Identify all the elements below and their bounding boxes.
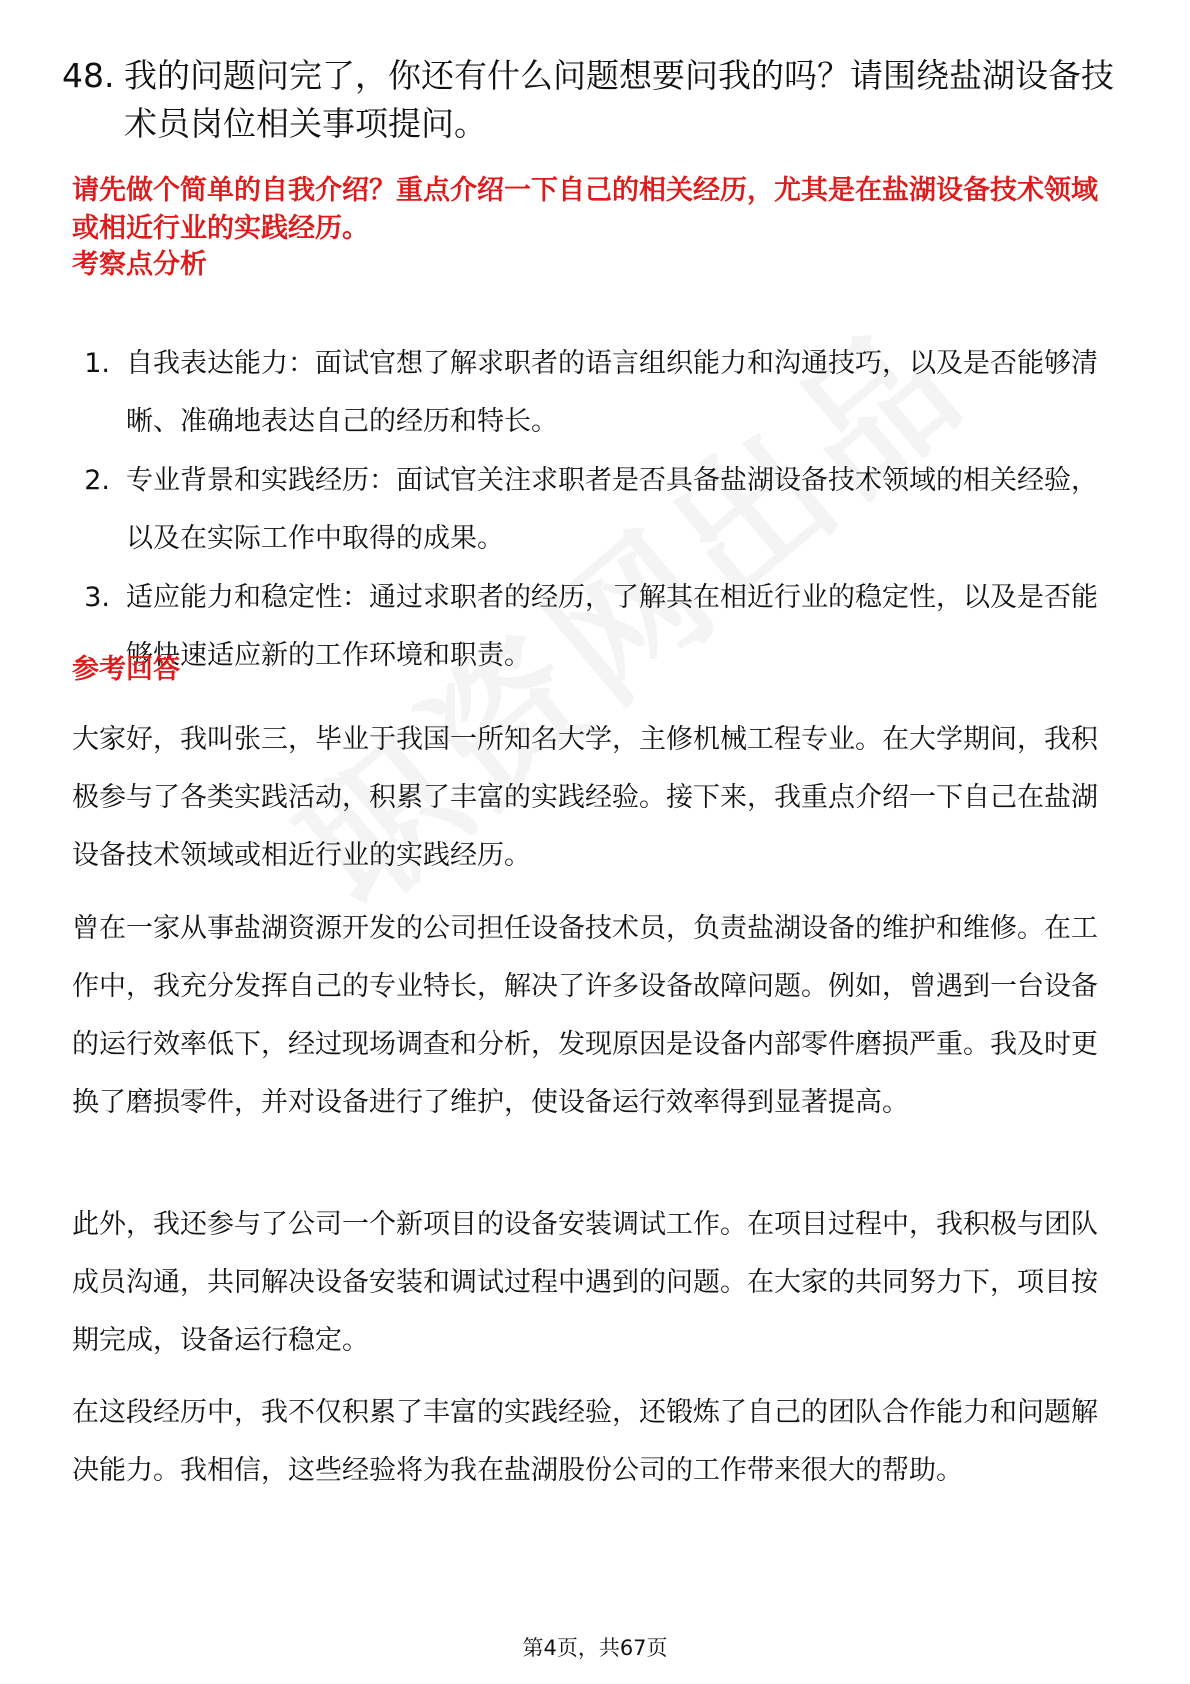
analysis-item xyxy=(72,335,1122,451)
analysis-item-number: 3. xyxy=(84,582,110,613)
interview-question: 请先做个简单的自我介绍？重点介绍一下自己的相关经历，尤其是在盐湖设备技术领域或相近行业的实践经历。 xyxy=(72,175,1098,244)
answer-paragraph: 大家好，我叫张三，毕业于我国一所知名大学，主修机械工程专业。在大学期间，我积极参与了各类实践活动，积累了丰富的实践经验。接下来，我重点介绍一下自己在盐湖设备技术领域或相近行业的实践经历。 xyxy=(72,724,1098,871)
reference-heading: 参考回答 xyxy=(72,654,180,685)
answer-paragraph: 曾在一家从事盐湖资源开发的公司担任设备技术员，负责盐湖设备的维护和维修。在工作中，我充分发挥自己的专业特长，解决了许多设备故障问题。例如，曾遇到一台设备的运行效率低下，经过现场调查和分析，发现原因是设备内部零件磨损严重。我及时更换了磨损零件，并对设备进行了维护，使设备运行效率得到显著提高。 xyxy=(72,913,1098,1118)
answer-paragraph: 此外，我还参与了公司一个新项目的设备安装调试工作。在项目过程中，我积极与团队成员沟通，共同解决设备安装和调试过程中遇到的问题。在大家的共同努力下，项目按期完成，设备运行稳定。 xyxy=(72,1209,1098,1356)
analysis-heading: 考察点分析 xyxy=(72,249,207,280)
analysis-item xyxy=(72,569,1122,685)
analysis-item-number: 2. xyxy=(84,465,110,496)
question-title xyxy=(62,52,1122,148)
page-number: 第4页，共67页 xyxy=(522,1636,668,1660)
analysis-item-text: 专业背景和实践经历：面试官关注求职者是否具备盐湖设备技术领域的相关经验，以及在实际工作中取得的成果。 xyxy=(126,465,1098,554)
analysis-item-text: 适应能力和稳定性：通过求职者的经历，了解其在相近行业的稳定性，以及是否能够快速适应新的工作环境和职责。 xyxy=(126,582,1098,671)
analysis-item-text: 自我表达能力：面试官想了解求职者的语言组织能力和沟通技巧，以及是否能够清晰、准确地表达自己的经历和特长。 xyxy=(126,348,1098,437)
question-number: 48. xyxy=(62,56,115,95)
analysis-item xyxy=(72,452,1122,568)
analysis-item-number: 1. xyxy=(84,348,110,379)
analysis-list xyxy=(72,335,1122,686)
question-text: 我的问题问完了，你还有什么问题想要问我的吗？请围绕盐湖设备技术员岗位相关事项提问。 xyxy=(124,56,1114,143)
answer-paragraph: 在这段经历中，我不仅积累了丰富的实践经验，还锻炼了自己的团队合作能力和问题解决能力。我相信，这些经验将为我在盐湖股份公司的工作带来很大的帮助。 xyxy=(72,1397,1098,1486)
